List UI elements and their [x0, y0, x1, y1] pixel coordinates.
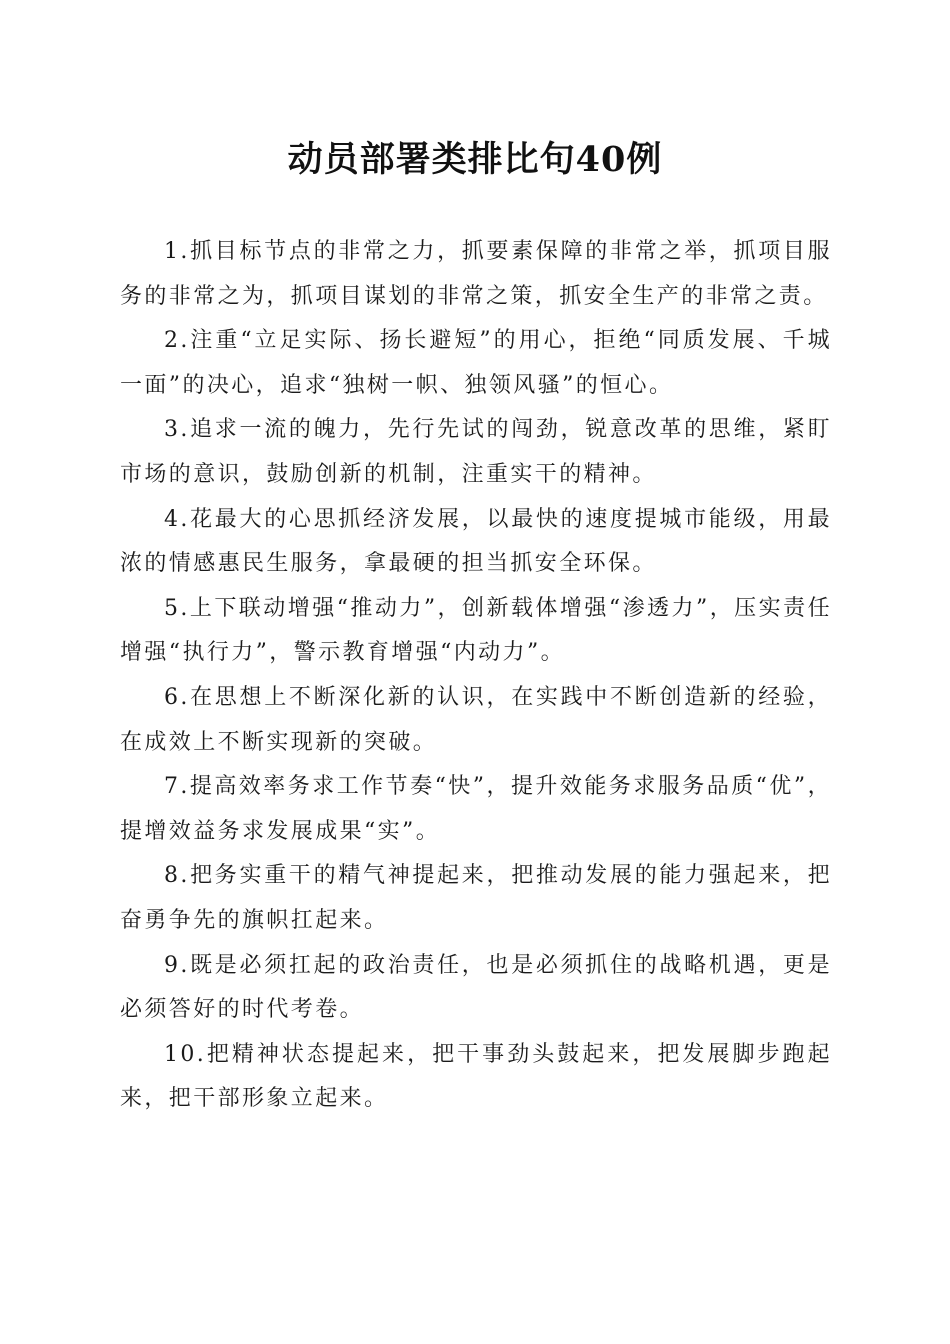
paragraph-10: 10.把精神状态提起来，把干事劲头鼓起来，把发展脚步跑起来，把干部形象立起来。 — [120, 1041, 832, 1112]
document-title: 动员部署类排比句40例 — [287, 139, 663, 180]
paragraph-6: 6.在思想上不断深化新的认识，在实践中不断创造新的经验，在成效上不断实现新的突破。 — [120, 684, 832, 755]
paragraph-4: 4.花最大的心思抓经济发展，以最快的速度提城市能级，用最浓的情感惠民生服务，拿最硬的担当抓安全环保。 — [120, 506, 832, 577]
paragraph-1: 1.抓目标节点的非常之力，抓要素保障的非常之举，抓项目服务的非常之为，抓项目谋划的非常之策，抓安全生产的非常之责。 — [120, 239, 832, 309]
paragraph-7: 7.提高效率务求工作节奏“快”，提升效能务求服务品质“优”，提增效益务求发展成果“实”。 — [120, 774, 832, 844]
paragraph-3: 3.追求一流的魄力，先行先试的闯劲，锐意改革的思维，紧盯市场的意识，鼓励创新的机制，注重实干的精神。 — [120, 417, 832, 487]
paragraph-5: 5.上下联动增强“推动力”，创新载体增强“渗透力”，压实责任增强“执行力”，警示教育增强“内动力”。 — [120, 595, 832, 666]
paragraph-2: 2.注重“立足实际、扬长避短”的用心，拒绝“同质发展、千城一面”的决心，追求“独树一帜、独领风骚”的恒心。 — [120, 328, 832, 398]
paragraph-8: 8.把务实重干的精气神提起来，把推动发展的能力强起来，把奋勇争先的旗帜扛起来。 — [120, 863, 832, 933]
paragraph-9: 9.既是必须扛起的政治责任，也是必须抓住的战略机遇，更是必须答好的时代考卷。 — [120, 952, 832, 1023]
document-body — [120, 230, 832, 1122]
